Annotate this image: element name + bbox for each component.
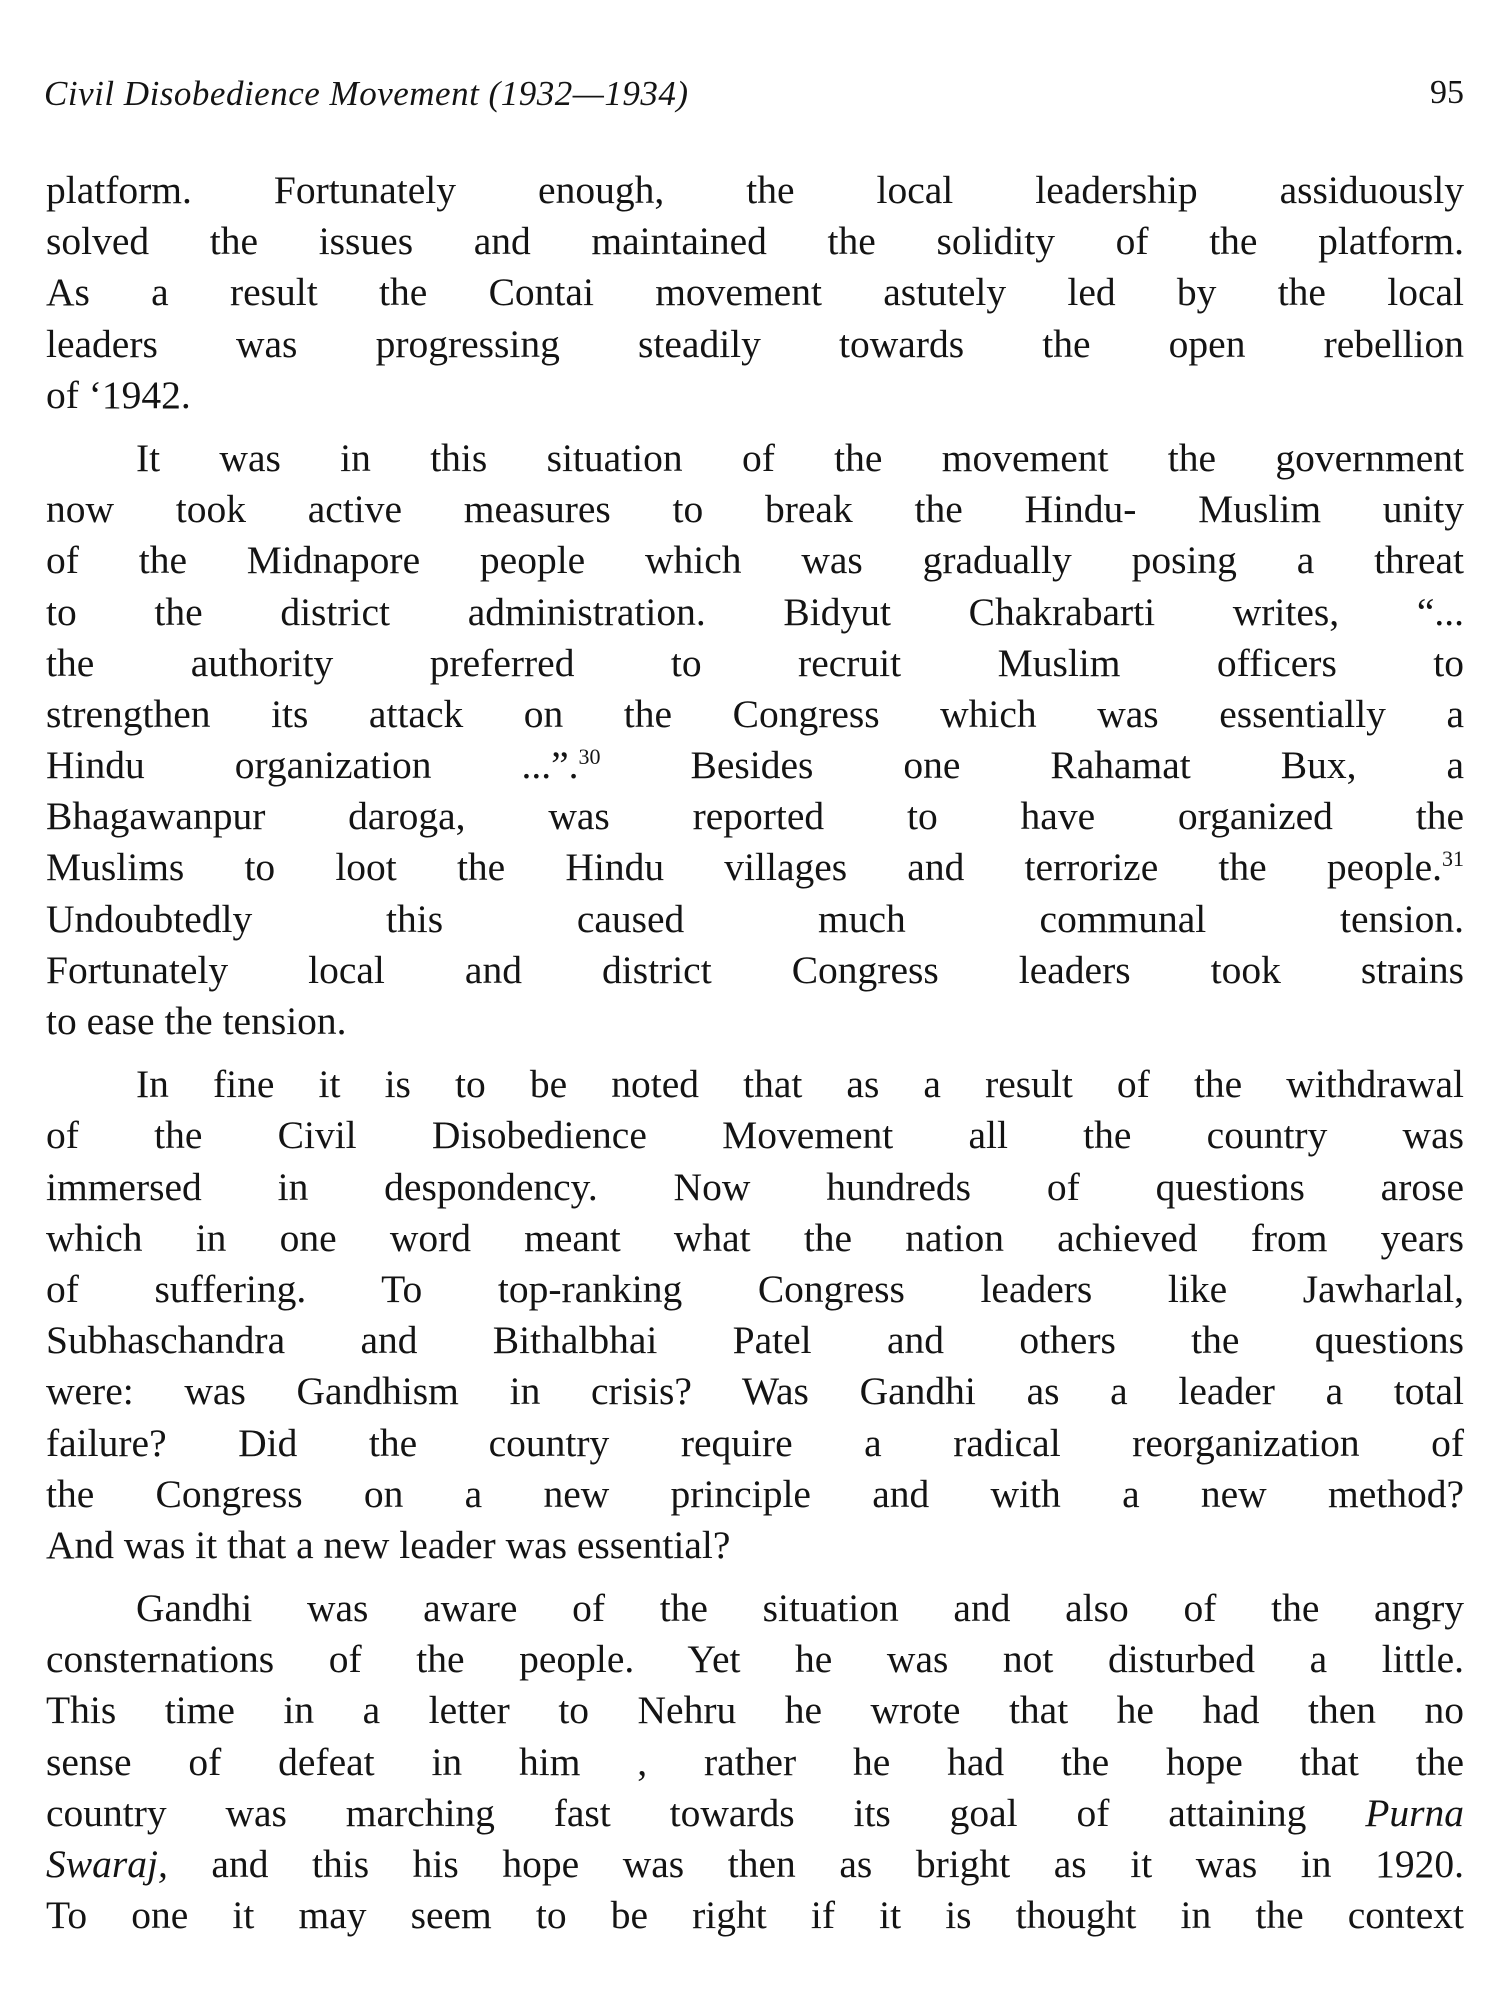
body-text [46, 165, 1464, 1953]
text-segment: Besides one Rahamat Bux, a [600, 743, 1464, 788]
text-line-with-footnote-31 [46, 842, 1464, 893]
footnote-ref-31: 31 [1442, 846, 1464, 872]
paragraph-2 [46, 433, 1464, 1047]
text-line: to the district administration. Bidyut Chakrabarti writes, “... [46, 589, 1464, 634]
text-line: of the Midnapore people which was gradually posing a threat [46, 538, 1464, 583]
text-line: immersed in despondency. Now hundreds of questions arose [46, 1164, 1464, 1209]
text-line: failure? Did the country require a radical reorganization of [46, 1420, 1464, 1465]
text-line: To one it may seem to be right if it is thought in the context [46, 1893, 1464, 1938]
text-line: It was in this situation of the movement the government [136, 435, 1464, 480]
text-segment: Hindu organization ...”. [46, 743, 579, 788]
running-head: Civil Disobedience Movement (1932—1934) [44, 74, 689, 113]
text-line: to ease the tension. [46, 999, 347, 1043]
text-line: of ‘1942. [46, 372, 191, 417]
text-line: platform. Fortunately enough, the local leadership assiduously [46, 168, 1464, 212]
text-line: Gandhi was aware of the situation and also of the angry [136, 1586, 1464, 1631]
text-line: Fortunately local and district Congress leaders took strains [46, 947, 1464, 992]
italic-term: Purna [1365, 1790, 1464, 1835]
text-line: the Congress on a new principle and with a new method? [46, 1471, 1464, 1516]
text-line: of suffering. To top-ranking Congress leaders like Jawharlal, [46, 1266, 1464, 1311]
page-header [44, 74, 1464, 124]
text-segment: and this his hope was then as bright as it was in 1920. [167, 1842, 1464, 1886]
text-line: This time in a letter to Nehru he wrote that he had then no [46, 1688, 1464, 1733]
text-line: sense of defeat in him , rather he had the hope that the [46, 1739, 1464, 1784]
text-line: now took active measures to break the Hindu- Muslim unity [46, 487, 1464, 532]
text-line: Undoubtedly this caused much communal tension. [46, 896, 1464, 941]
footnote-ref-30: 30 [578, 743, 601, 769]
text-line: were: was Gandhism in crisis? Was Gandhi as a leader a total [46, 1369, 1464, 1414]
text-line: Bhagawanpur daroga, was reported to have organized the [46, 794, 1464, 839]
text-segment: Muslims to loot the Hindu villages and terrorize the people. [46, 845, 1442, 890]
text-line: Subhaschandra and Bithalbhai Patel and others the questions [46, 1318, 1464, 1363]
text-line: In fine it is to be noted that as a result of the withdrawal [136, 1062, 1464, 1107]
paragraph-1 [46, 165, 1464, 421]
text-line: As a result the Contai movement astutely led by the local [46, 270, 1464, 315]
text-line: solved the issues and maintained the solidity of the platform. [46, 219, 1464, 264]
page-number: 95 [1430, 74, 1464, 111]
text-line: leaders was progressing steadily towards the open rebellion [46, 321, 1464, 366]
text-line: which in one word meant what the nation achieved from years [46, 1215, 1464, 1260]
paragraph-4 [46, 1583, 1464, 1941]
text-line: consternations of the people. Yet he was not disturbed a little. [46, 1637, 1464, 1682]
text-line: strengthen its attack on the Congress which was essentially a [46, 691, 1464, 736]
text-line-with-footnote-30 [46, 740, 1464, 791]
text-line-with-italic [46, 1788, 1464, 1839]
text-line: of the Civil Disobedience Movement all the country was [46, 1113, 1464, 1158]
italic-term: Swaraj, [46, 1842, 168, 1886]
text-line: And was it that a new leader was essential? [46, 1522, 731, 1567]
text-line: the authority preferred to recruit Muslim officers to [46, 640, 1464, 685]
text-segment: country was marching fast towards its goal of attaining [46, 1790, 1366, 1835]
paragraph-3 [46, 1059, 1464, 1571]
text-line-with-italic [46, 1839, 1464, 1890]
